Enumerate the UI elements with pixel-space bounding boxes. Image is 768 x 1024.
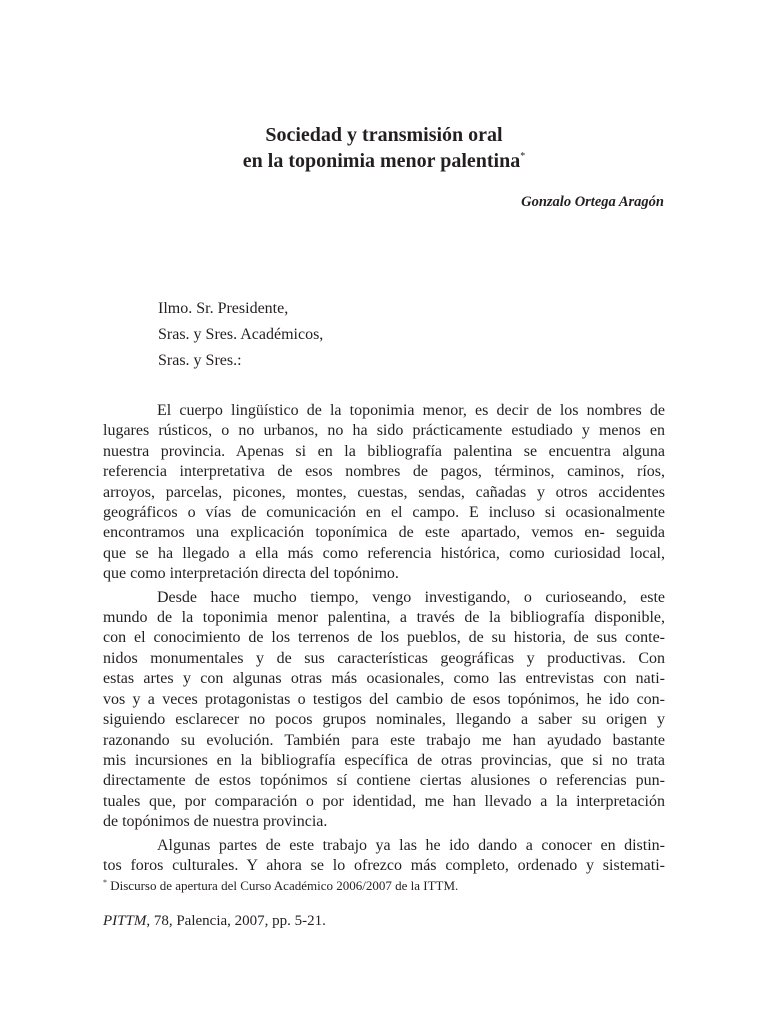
title-line-2 [0,148,768,174]
paragraph-line: tuales que, por comparación o por identidad, me han llevado a la interpretación [103,792,665,810]
body-text [103,401,665,879]
salutation-line: Sras. y Sres. Académicos, [158,326,324,343]
paragraph-line: nidos monumentales y de sus características geográficas y productivas. Con [103,649,665,667]
paragraph-line: que se ha llegado a ella más como referencia histórica, como curiosidad local, [103,544,665,562]
title-line-1: Sociedad y transmisión oral [265,124,503,146]
title-footnote-mark: * [520,151,526,162]
salutation-line: Ilmo. Sr. Presidente, [158,300,289,317]
article-title [0,122,768,174]
salutation-line: Sras. y Sres.: [158,352,242,369]
title-line-2-text: en la toponimia menor palentina [242,150,521,172]
paragraph [103,588,665,833]
paragraph-line: que como interpretación directa del topónimo. [103,565,399,583]
paragraph-line: mis incursiones en la bibliografía específica de otras provincias, que si no trata [103,751,665,769]
paragraph-line: tos foros culturales. Y ahora se lo ofrezco más completo, ordenado y sistemati- [103,856,665,874]
salutation-block [158,296,323,374]
footnote-mark: * [103,878,107,887]
citation [103,913,326,930]
paragraph-line: mundo de la toponimia menor palentina, a través de la bibliografía disponible, [103,609,665,627]
author-name: Gonzalo Ortega Aragón [521,194,664,210]
paragraph-line: estas artes y con algunas otras más ocasionales, como las entrevistas con nati- [103,670,665,688]
paragraph-line: encontramos una explicación toponímica de este apartado, vemos en- seguida [103,524,665,542]
paragraph [103,401,665,585]
paragraph-line: vos y a veces protagonistas o testigos del cambio de esos topónimos, he ido con- [103,690,665,708]
paragraph [103,836,665,877]
citation-details: , 78, Palencia, 2007, pp. 5-21. [146,913,326,929]
paragraph-line: con el conocimiento de los terrenos de los pueblos, de su historia, de sus conte- [103,629,665,647]
paragraph-line: de topónimos de nuestra provincia. [103,813,328,831]
paragraph-line: arroyos, parcelas, picones, montes, cuestas, sendas, cañadas y otros accidentes [103,483,665,501]
footnote [103,878,458,894]
paragraph-line: geográficos o vías de comunicación en el campo. E incluso si ocasionalmente [103,504,665,522]
footnote-text: Discurso de apertura del Curso Académico 2006/2007 de la ITTM. [110,878,459,893]
paragraph-line: nuestra provincia. Apenas si en la bibliografía palentina se encuentra alguna [103,442,665,460]
paragraph-line: El cuerpo lingüístico de la toponimia menor, es decir de los nombres de [157,402,665,419]
paragraph-line: lugares rústicos, o no urbanos, no ha sido prácticamente estudiado y menos en [103,422,665,440]
paragraph-line: razonando su evolución. También para este trabajo me han ayudado bastante [103,731,665,749]
paragraph-line: directamente de estos topónimos sí contiene ciertas alusiones o referencias pun- [103,772,665,790]
paragraph-line: Algunas partes de este trabajo ya las he ido dando a conocer en distin- [157,836,665,854]
paragraph-line: siguiendo esclarecer no pocos grupos nominales, llegando a saber su origen y [103,711,665,729]
paragraph-line: Desde hace mucho tiempo, vengo investigando, o curioseando, este [157,588,665,606]
citation-journal: PITTM [103,913,147,929]
paragraph-line: referencia interpretativa de esos nombres de pagos, términos, caminos, ríos, [103,463,665,481]
